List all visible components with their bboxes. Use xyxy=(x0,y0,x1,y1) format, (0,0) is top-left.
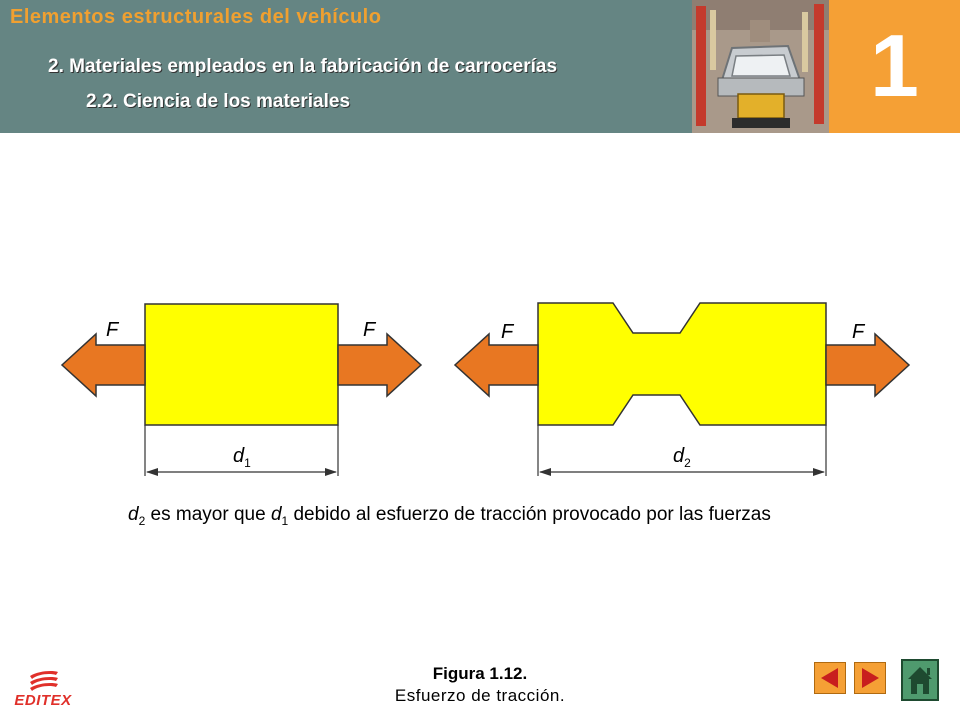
home-button[interactable] xyxy=(901,659,939,701)
right-force-arrow-left xyxy=(455,334,538,396)
chapter-number: 1 xyxy=(870,16,919,115)
figure-caption-text: Esfuerzo de tracción. xyxy=(394,686,566,705)
left-specimen-group xyxy=(62,304,421,476)
right-force-label-right: F xyxy=(852,321,865,343)
arrow-left-icon xyxy=(821,668,838,688)
right-specimen-group xyxy=(455,303,909,476)
right-specimen xyxy=(538,303,826,425)
editex-logo-text: EDITEX xyxy=(14,692,72,709)
right-dimension-label: $d_2$ xyxy=(673,445,691,470)
editex-logo xyxy=(8,668,78,712)
figure-caption xyxy=(330,663,630,707)
right-force-label-left: F xyxy=(501,321,514,343)
right-force-arrow-right xyxy=(826,334,909,396)
left-dimension-arrowhead-right xyxy=(325,468,337,476)
section-title: 2. Materiales empleados en la fabricación de carrocerías xyxy=(48,56,558,77)
arrow-right-icon xyxy=(862,668,879,688)
left-specimen xyxy=(145,304,338,425)
left-force-arrow-right xyxy=(338,334,421,396)
right-dimension-arrowhead-left xyxy=(539,468,551,476)
left-force-arrow-left xyxy=(62,334,145,396)
figure-caption-title: Figura 1.12. xyxy=(432,664,528,683)
left-force-label-right: F xyxy=(363,319,376,341)
subsection-title: 2.2. Ciencia de los materiales xyxy=(86,91,351,112)
editex-logo-icon xyxy=(8,668,78,694)
home-icon xyxy=(908,667,932,694)
diagram-statement: $d_2$ es mayor que $d_1$ debido al esfuerzo de tracción provocado por las fuerzas xyxy=(128,504,771,528)
previous-slide-button[interactable] xyxy=(814,662,846,694)
next-slide-button[interactable] xyxy=(854,662,886,694)
left-dimension-arrowhead-left xyxy=(146,468,158,476)
course-title: Elementos estructurales del vehículo xyxy=(10,6,382,28)
right-dimension-arrowhead-right xyxy=(813,468,825,476)
left-force-label-left: F xyxy=(106,319,119,341)
left-dimension-label: $d_1$ xyxy=(233,445,251,470)
